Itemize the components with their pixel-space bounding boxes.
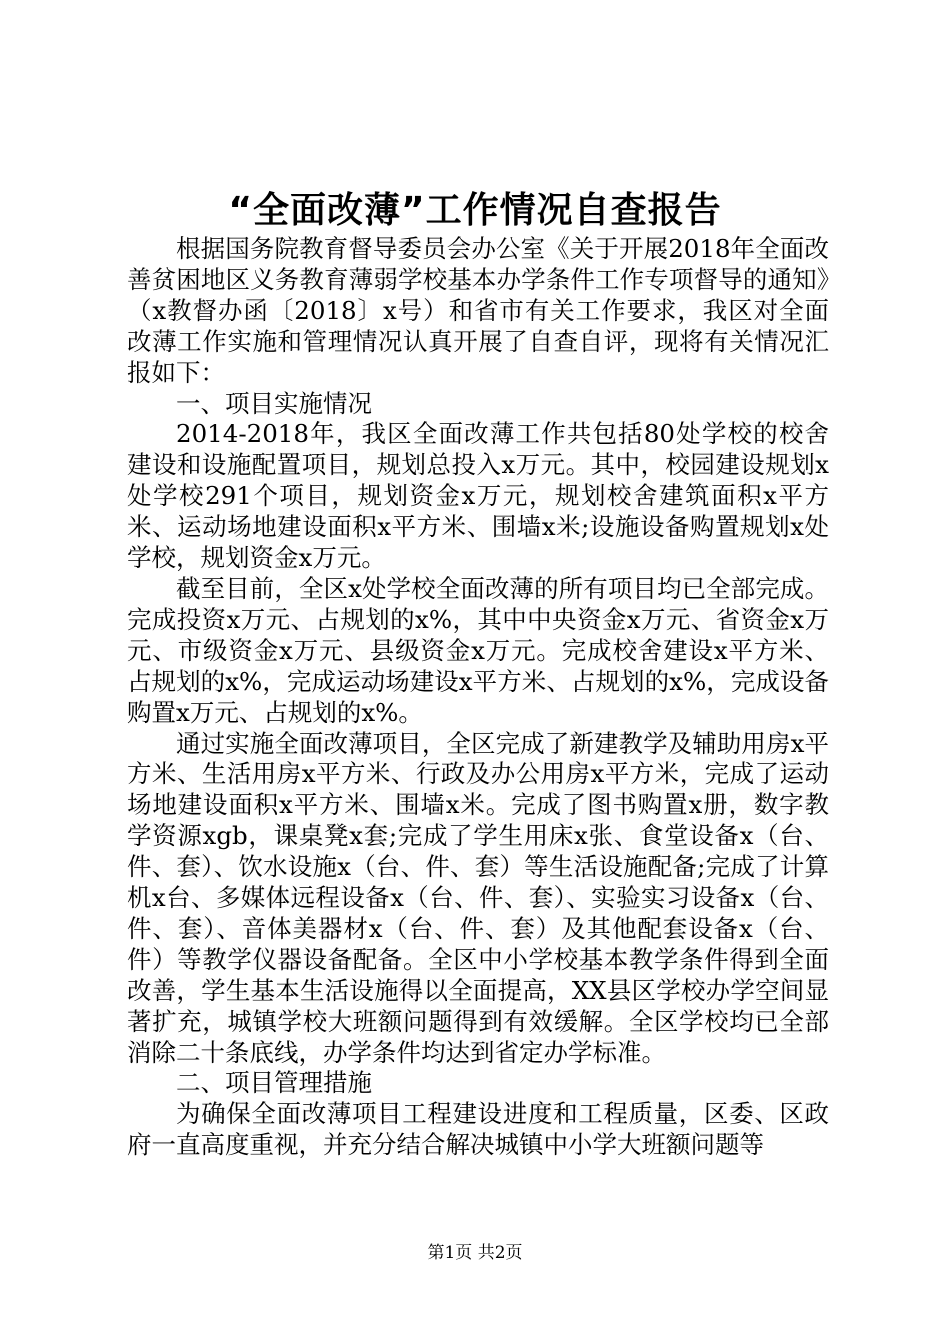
document-title: “全面改薄”工作情况自查报告 [228, 190, 722, 231]
paragraph-management: 为确保全面改薄项目工程建设进度和工程质量，区委、区政府一直高度重视，并充分结合解决城镇中小学大班额问题等 [127, 1099, 829, 1160]
section-heading-implementation: 一、项目实施情况 [176, 388, 372, 418]
document-body [127, 234, 829, 1161]
paragraph-project-plan: 2014-2018年，我区全面改薄工作共包括80处学校的校舍建设和设施配置项目，规划总投入x万元。其中，校园建设规划x处学校291个项目，规划资金x万元，规划校舍建筑面积x平方米、运动场地建设面积x平方米、围墙x米;设施设备购置规划x处学校，规划资金x万元。 [127, 419, 829, 573]
paragraph-progress: 截至目前，全区x处学校全面改薄的所有项目均已全部完成。完成投资x万元、占规划的x%，其中中央资金x万元、省资金x万元、市级资金x万元、县级资金x万元。完成校舍建设x平方米、占规划的x%，完成运动场建设x平方米、占规划的x%，完成设备购置x万元、占规划的x%。 [127, 573, 829, 727]
section-heading-management: 二、项目管理措施 [176, 1068, 372, 1098]
paragraph-results: 通过实施全面改薄项目，全区完成了新建教学及辅助用房x平方米、生活用房x平方米、行政及办公用房x平方米，完成了运动场地建设面积x平方米、围墙x米。完成了图书购置x册，数字教学资源xgb，课桌凳x套;完成了学生用床x张、食堂设备x（台、件、套）、饮水设施x（台、件、套）等生活设施配备;完成了计算机x台、多媒体远程设备x（台、件、套）、实验实习设备x（台、件、套）、音体美器材x（台、件、套）及其他配套设备x（台、件）等教学仪器设备配备。全区中小学校基本教学条件得到全面改善，学生基本生活设施得以全面提高，XX县区学校办学空间显著扩充，城镇学校大班额问题得到有效缓解。全区学校均已全部消除二十条底线，办学条件均达到省定办学标准。 [127, 728, 829, 1067]
intro-paragraph: 根据国务院教育督导委员会办公室《关于开展2018年全面改善贫困地区义务教育薄弱学校基本办学条件工作专项督导的通知》（x教督办函〔2018〕x号）和省市有关工作要求，我区对全面改薄工作实施和管理情况认真开展了自查自评，现将有关情况汇报如下： [127, 234, 829, 387]
page-footer: 第1页 共2页 [427, 1243, 523, 1263]
